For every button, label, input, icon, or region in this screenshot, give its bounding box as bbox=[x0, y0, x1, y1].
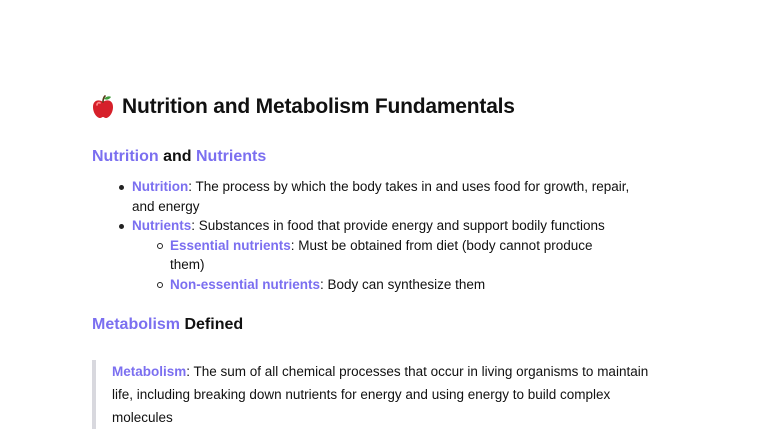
term-essential-nutrients: Essential nutrients bbox=[170, 237, 291, 253]
definition-nutrition: : The process by which the body takes in and uses food for growth, repair, and energy bbox=[132, 179, 630, 214]
term-non-essential-nutrients: Non-essential nutrients bbox=[170, 276, 321, 292]
document-content bbox=[92, 92, 692, 429]
page-title-text: Nutrition and Metabolism Fundamentals bbox=[122, 95, 515, 118]
heading-and: and bbox=[158, 148, 196, 165]
term-nutrients: Nutrients bbox=[132, 218, 192, 233]
list-item-non-essential-nutrients bbox=[170, 275, 610, 295]
definition-non-essential-nutrients: : Body can synthesize them bbox=[320, 276, 486, 292]
section-heading-nutrition bbox=[92, 146, 692, 168]
page-title bbox=[92, 92, 692, 122]
quote-definition-metabolism: : The sum of all chemical processes that occur in living organisms to maintain life, including breaking down nutrients for energy and using energy to build complex molecules bbox=[112, 364, 649, 425]
list-item-essential-nutrients bbox=[170, 236, 610, 275]
section-heading-metabolism bbox=[92, 314, 692, 336]
definition-essential-nutrients: : Must be obtained from diet (body cannot produce them) bbox=[170, 237, 593, 272]
list-item-nutrition bbox=[132, 177, 652, 216]
nutrition-list bbox=[92, 177, 692, 294]
list-item-nutrients bbox=[132, 216, 652, 294]
heading-term-nutrients: Nutrients bbox=[196, 148, 267, 165]
nutrients-sublist bbox=[132, 236, 652, 295]
heading-term-nutrition: Nutrition bbox=[92, 148, 159, 165]
quote-term-metabolism: Metabolism bbox=[112, 364, 187, 379]
definition-nutrients: : Substances in food that provide energy and support bodily functions bbox=[191, 218, 605, 233]
heading-defined: Defined bbox=[180, 316, 244, 333]
heading-term-metabolism: Metabolism bbox=[92, 316, 181, 333]
metabolism-blockquote bbox=[92, 360, 672, 429]
apple-icon bbox=[92, 95, 114, 119]
term-nutrition: Nutrition bbox=[132, 179, 189, 194]
